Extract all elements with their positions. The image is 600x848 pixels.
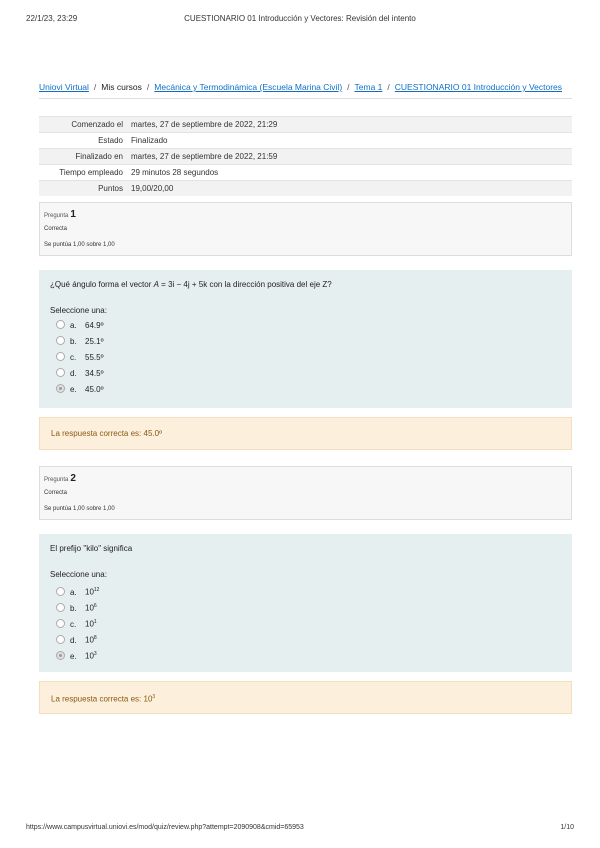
question-2-feedback: La respuesta correcta es: $10^3$ xyxy=(39,681,572,714)
question-text: El prefijo "kilo" significa xyxy=(50,544,133,553)
breadcrumb-topic-link[interactable]: Tema 1 xyxy=(354,82,383,92)
answer-prompt: Seleccione una: xyxy=(50,570,107,579)
breadcrumb-course-link[interactable]: Mecánica y Termodinámica (Escuela Marina Civil) xyxy=(154,82,343,92)
print-date: 22/1/23, 23:29 xyxy=(26,14,78,23)
summary-value: 29 minutos 28 segundos xyxy=(127,165,572,181)
question-grade: Se puntúa 1,00 sobre 1,00 xyxy=(44,506,115,512)
question-status: Correcta xyxy=(44,226,68,232)
answer-option-c[interactable]: c. 55.5º xyxy=(56,352,104,364)
radio-button-selected[interactable] xyxy=(56,651,65,660)
summary-row xyxy=(39,149,572,165)
summary-row xyxy=(39,181,572,197)
radio-button[interactable] xyxy=(56,352,65,361)
radio-button[interactable] xyxy=(56,603,65,612)
breadcrumb-home-link[interactable]: Uniovi Virtual xyxy=(39,82,89,92)
breadcrumb-separator: / xyxy=(93,82,97,92)
breadcrumb-separator: / xyxy=(146,82,150,92)
print-page-number: 1/10 xyxy=(560,824,574,831)
answer-option-d[interactable]: d. 34.5º xyxy=(56,368,104,380)
question-grade: Se puntúa 1,00 sobre 1,00 xyxy=(44,242,115,248)
print-title: CUESTIONARIO 01 Introducción y Vectores: Revisión del intento xyxy=(184,14,416,23)
question-number: Pregunta 2 xyxy=(44,473,76,484)
radio-button[interactable] xyxy=(56,635,65,644)
breadcrumb-separator: / xyxy=(387,82,390,92)
summary-value: 19,00/20,00 xyxy=(127,181,572,197)
summary-row xyxy=(39,117,572,133)
question-2-content xyxy=(39,534,572,672)
breadcrumb xyxy=(39,76,572,99)
answer-option-b[interactable]: b. $10^6$ xyxy=(56,600,97,612)
question-2-info xyxy=(39,466,572,520)
summary-label: Finalizado en xyxy=(39,149,127,165)
answer-option-b[interactable]: b. 25.1º xyxy=(56,336,104,348)
answer-option-c[interactable]: c. $10^1$ xyxy=(56,616,97,628)
answer-prompt: Seleccione una: xyxy=(50,306,107,315)
question-1-content xyxy=(39,270,572,408)
print-url: https://www.campusvirtual.uniovi.es/mod/quiz/review.php?attempt=2090908&cmid=65953 xyxy=(26,824,304,831)
summary-value: Finalizado xyxy=(127,133,572,149)
question-1-info xyxy=(39,202,572,256)
summary-label: Estado xyxy=(39,133,127,149)
question-number: Pregunta 1 xyxy=(44,209,76,220)
summary-label: Puntos xyxy=(39,181,127,197)
answer-option-d[interactable]: d. $10^8$ xyxy=(56,632,97,644)
question-text: ¿Qué ángulo forma el vector A = 3i − 4j + 5k con la dirección positiva del eje Z? xyxy=(50,280,332,289)
radio-button[interactable] xyxy=(56,619,65,628)
attempt-summary-table xyxy=(39,116,572,196)
summary-label: Comenzado el xyxy=(39,117,127,133)
answer-option-e[interactable]: e. $10^3$ xyxy=(56,648,97,660)
summary-label: Tiempo empleado xyxy=(39,165,127,181)
radio-button[interactable] xyxy=(56,336,65,345)
radio-button[interactable] xyxy=(56,320,65,329)
question-1-feedback: La respuesta correcta es: 45.0º xyxy=(39,417,572,450)
answer-option-a[interactable]: a. $10^{12}$ xyxy=(56,584,99,596)
question-status: Correcta xyxy=(44,490,68,496)
breadcrumb-separator: / xyxy=(347,82,350,92)
summary-row xyxy=(39,133,572,149)
radio-button[interactable] xyxy=(56,368,65,377)
radio-button[interactable] xyxy=(56,587,65,596)
breadcrumb-quiz-link[interactable]: CUESTIONARIO 01 Introducción y Vectores xyxy=(394,82,563,92)
breadcrumb-my-courses: Mis cursos xyxy=(101,82,142,92)
summary-value: martes, 27 de septiembre de 2022, 21:59 xyxy=(127,149,572,165)
answer-option-a[interactable]: a. 64.9º xyxy=(56,320,104,332)
summary-row xyxy=(39,165,572,181)
summary-value: martes, 27 de septiembre de 2022, 21:29 xyxy=(127,117,572,133)
answer-option-e[interactable]: e. 45.0º xyxy=(56,384,104,396)
radio-button-selected[interactable] xyxy=(56,384,65,393)
